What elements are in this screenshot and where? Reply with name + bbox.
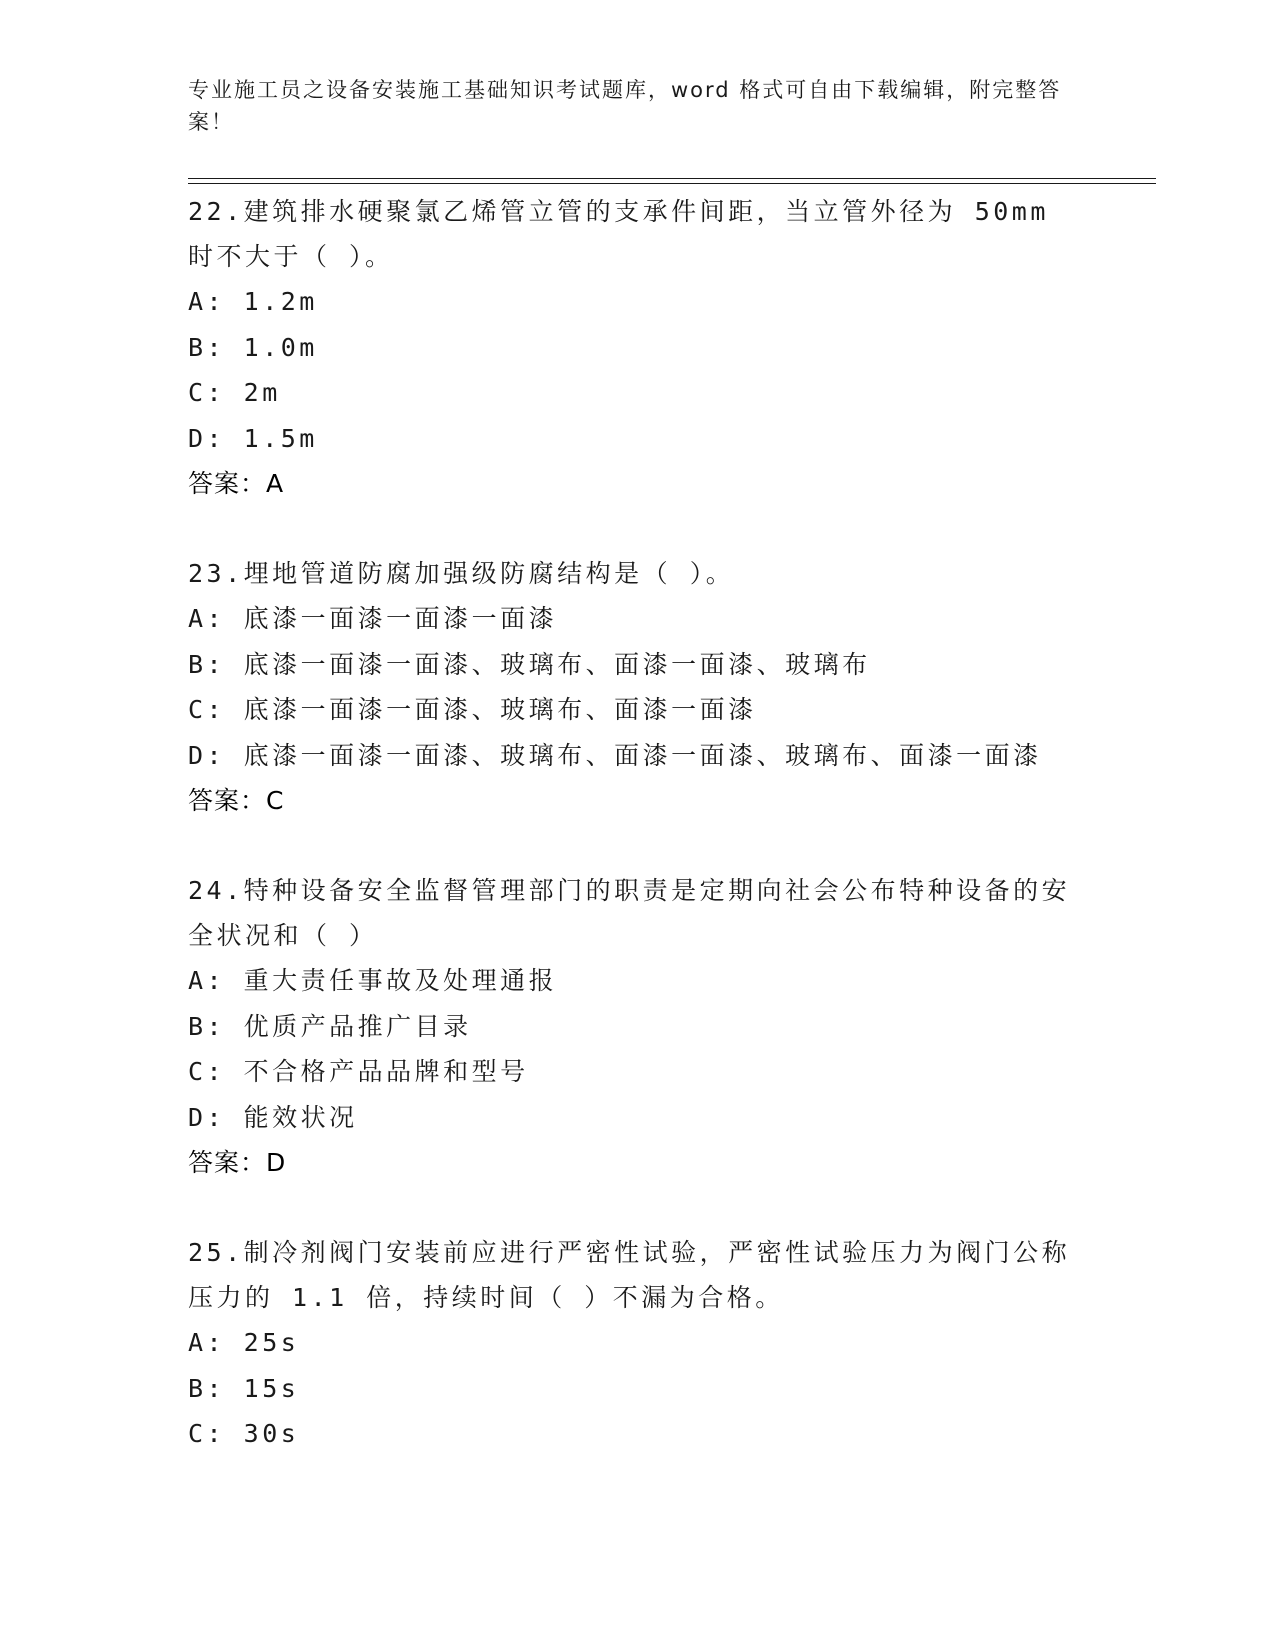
question-spacer	[188, 1185, 1088, 1230]
option-b: B: 15s	[188, 1373, 300, 1403]
option-c: C: 2m	[188, 378, 281, 407]
question-text: 23.埋地管道防腐加强级防腐结构是（ ）。	[188, 559, 735, 588]
question-text: 22.建筑排水硬聚氯乙烯管立管的支承件间距，当立管外径为 50mm 时不大于（ ）。	[188, 197, 1049, 271]
option-d: D: 能效状况	[188, 1102, 358, 1132]
question-25	[188, 1230, 1088, 1457]
option-a: A: 1.2m	[188, 287, 318, 316]
document-header: 专业施工员之设备安装施工基础知识考试题库，word 格式可自由下载编辑，附完整答案！	[188, 78, 1062, 134]
question-23	[188, 551, 1088, 823]
option-a: A: 底漆一面漆一面漆一面漆	[188, 604, 558, 633]
option-c: C: 30s	[188, 1419, 300, 1448]
option-b: B: 底漆一面漆一面漆、玻璃布、面漆一面漆、玻璃布	[188, 649, 871, 679]
question-22	[188, 189, 1088, 506]
answer-line: 答案：D	[188, 1148, 287, 1177]
question-text: 25.制冷剂阀门安装前应进行严密性试验，严密性试验压力为阀门公称压力的 1.1 倍，持续时间（ ）不漏为合格。	[188, 1238, 1071, 1312]
option-b: B: 优质产品推广目录	[188, 1011, 472, 1041]
header-divider-bottom	[188, 183, 1156, 184]
option-c: C: 不合格产品品牌和型号	[188, 1057, 529, 1086]
answer-line: 答案：A	[188, 469, 285, 498]
question-spacer	[188, 506, 1088, 551]
option-d: D: 底漆一面漆一面漆、玻璃布、面漆一面漆、玻璃布、面漆一面漆	[188, 740, 1042, 770]
option-d: D: 1.5m	[188, 423, 318, 453]
question-spacer	[188, 823, 1088, 868]
option-b: B: 1.0m	[188, 332, 318, 362]
option-a: A: 25s	[188, 1328, 300, 1357]
question-24	[188, 868, 1088, 1185]
option-c: C: 底漆一面漆一面漆、玻璃布、面漆一面漆	[188, 695, 757, 724]
question-text: 24.特种设备安全监督管理部门的职责是定期向社会公布特种设备的安全状况和（ ）	[188, 876, 1071, 950]
question-list	[188, 189, 1088, 1457]
option-a: A: 重大责任事故及处理通报	[188, 966, 558, 995]
answer-line: 答案：C	[188, 786, 285, 815]
header-divider-top	[188, 178, 1156, 179]
